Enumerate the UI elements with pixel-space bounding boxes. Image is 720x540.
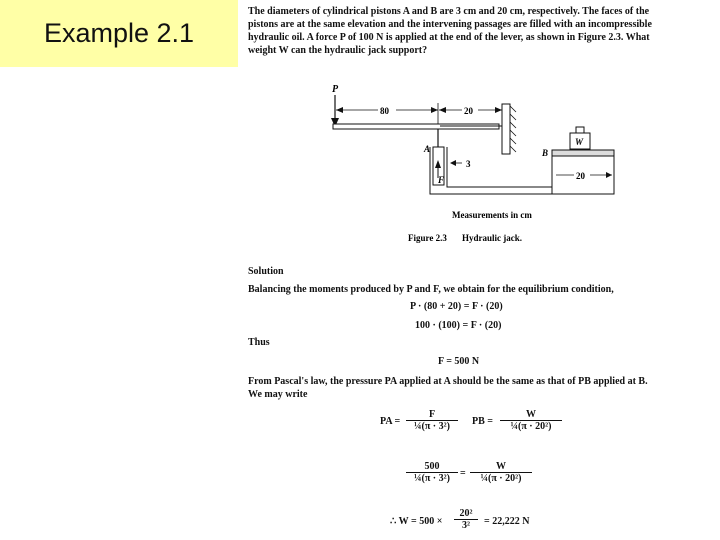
ratio-left-denominator: ¼(π · 3²) (414, 473, 450, 484)
figure-caption-text: Hydraulic jack. (462, 233, 522, 243)
final-denominator: 3² (462, 520, 470, 531)
dim-20b-label: 20 (576, 171, 585, 181)
pb-lhs: PB = (472, 416, 493, 427)
ratio-right-fraction (470, 461, 532, 484)
eq2: 100 · (100) = F · (20) (415, 320, 502, 331)
measurements-note: Measurements in cm (452, 210, 532, 220)
pb-denominator: ¼(π · 20²) (510, 421, 552, 432)
label-p: P (332, 84, 339, 95)
problem-line-2: pistons are at the same elevation and the intervening passages are filled with an incompressible (248, 19, 652, 30)
ratio-right-numerator: W (470, 461, 532, 473)
label-w: W (575, 137, 584, 147)
ratio-left-fraction (406, 461, 458, 484)
piston-b (552, 150, 614, 156)
final-lhs: ∴ W = 500 × (390, 516, 443, 527)
slide-title-box (0, 0, 238, 67)
problem-line-3: hydraulic oil. A force P of 100 N is applied at the end of the lever, as shown in Figure 2.3. What (248, 32, 650, 43)
pa-denominator: ¼(π · 3²) (414, 421, 450, 432)
dim-3-label: 3 (466, 159, 471, 169)
pipe (430, 184, 552, 194)
label-a: A (424, 144, 431, 154)
wall (502, 104, 510, 154)
eq1: P · (80 + 20) = F · (20) (410, 301, 503, 312)
hydraulic-jack-figure (240, 0, 720, 250)
pascal-line-1: From Pascal's law, the pressure PA applied at A should be the same as that of PB applied at B. (248, 376, 648, 387)
scanned-page (240, 0, 720, 540)
eq3: F = 500 N (438, 356, 480, 367)
solution-intro: Balancing the moments produced by P and F, we obtain for the equilibrium condition, (248, 284, 614, 295)
final-numerator: 20² (454, 508, 478, 520)
problem-line-1: The diameters of cylindrical pistons A and B are 3 cm and 20 cm, respectively. The faces of the (248, 6, 650, 17)
final-fraction (454, 508, 478, 531)
thus-label: Thus (248, 337, 270, 348)
ratio-right-denominator: ¼(π · 20²) (480, 473, 522, 484)
ratio-equals: = (460, 468, 466, 479)
ratio-left-numerator: 500 (406, 461, 458, 473)
pa-numerator: F (406, 409, 458, 421)
final-rhs: = 22,222 N (484, 516, 530, 527)
slide-title: Example 2.1 (43, 18, 195, 48)
label-f: F (438, 175, 445, 185)
pb-numerator: W (500, 409, 562, 421)
dim-80-label: 80 (380, 106, 389, 116)
figure-caption-num: Figure 2.3 (408, 233, 447, 243)
problem-line-4: weight W can the hydraulic jack support? (248, 45, 428, 56)
label-b: B (542, 148, 549, 158)
pb-fraction (500, 409, 562, 432)
pa-lhs: PA = (380, 416, 401, 427)
dim-20-label: 20 (464, 106, 473, 116)
pascal-line-2: We may write (248, 389, 308, 400)
pa-fraction (406, 409, 458, 432)
solution-heading: Solution (248, 266, 284, 277)
wall-hatch (510, 106, 516, 152)
